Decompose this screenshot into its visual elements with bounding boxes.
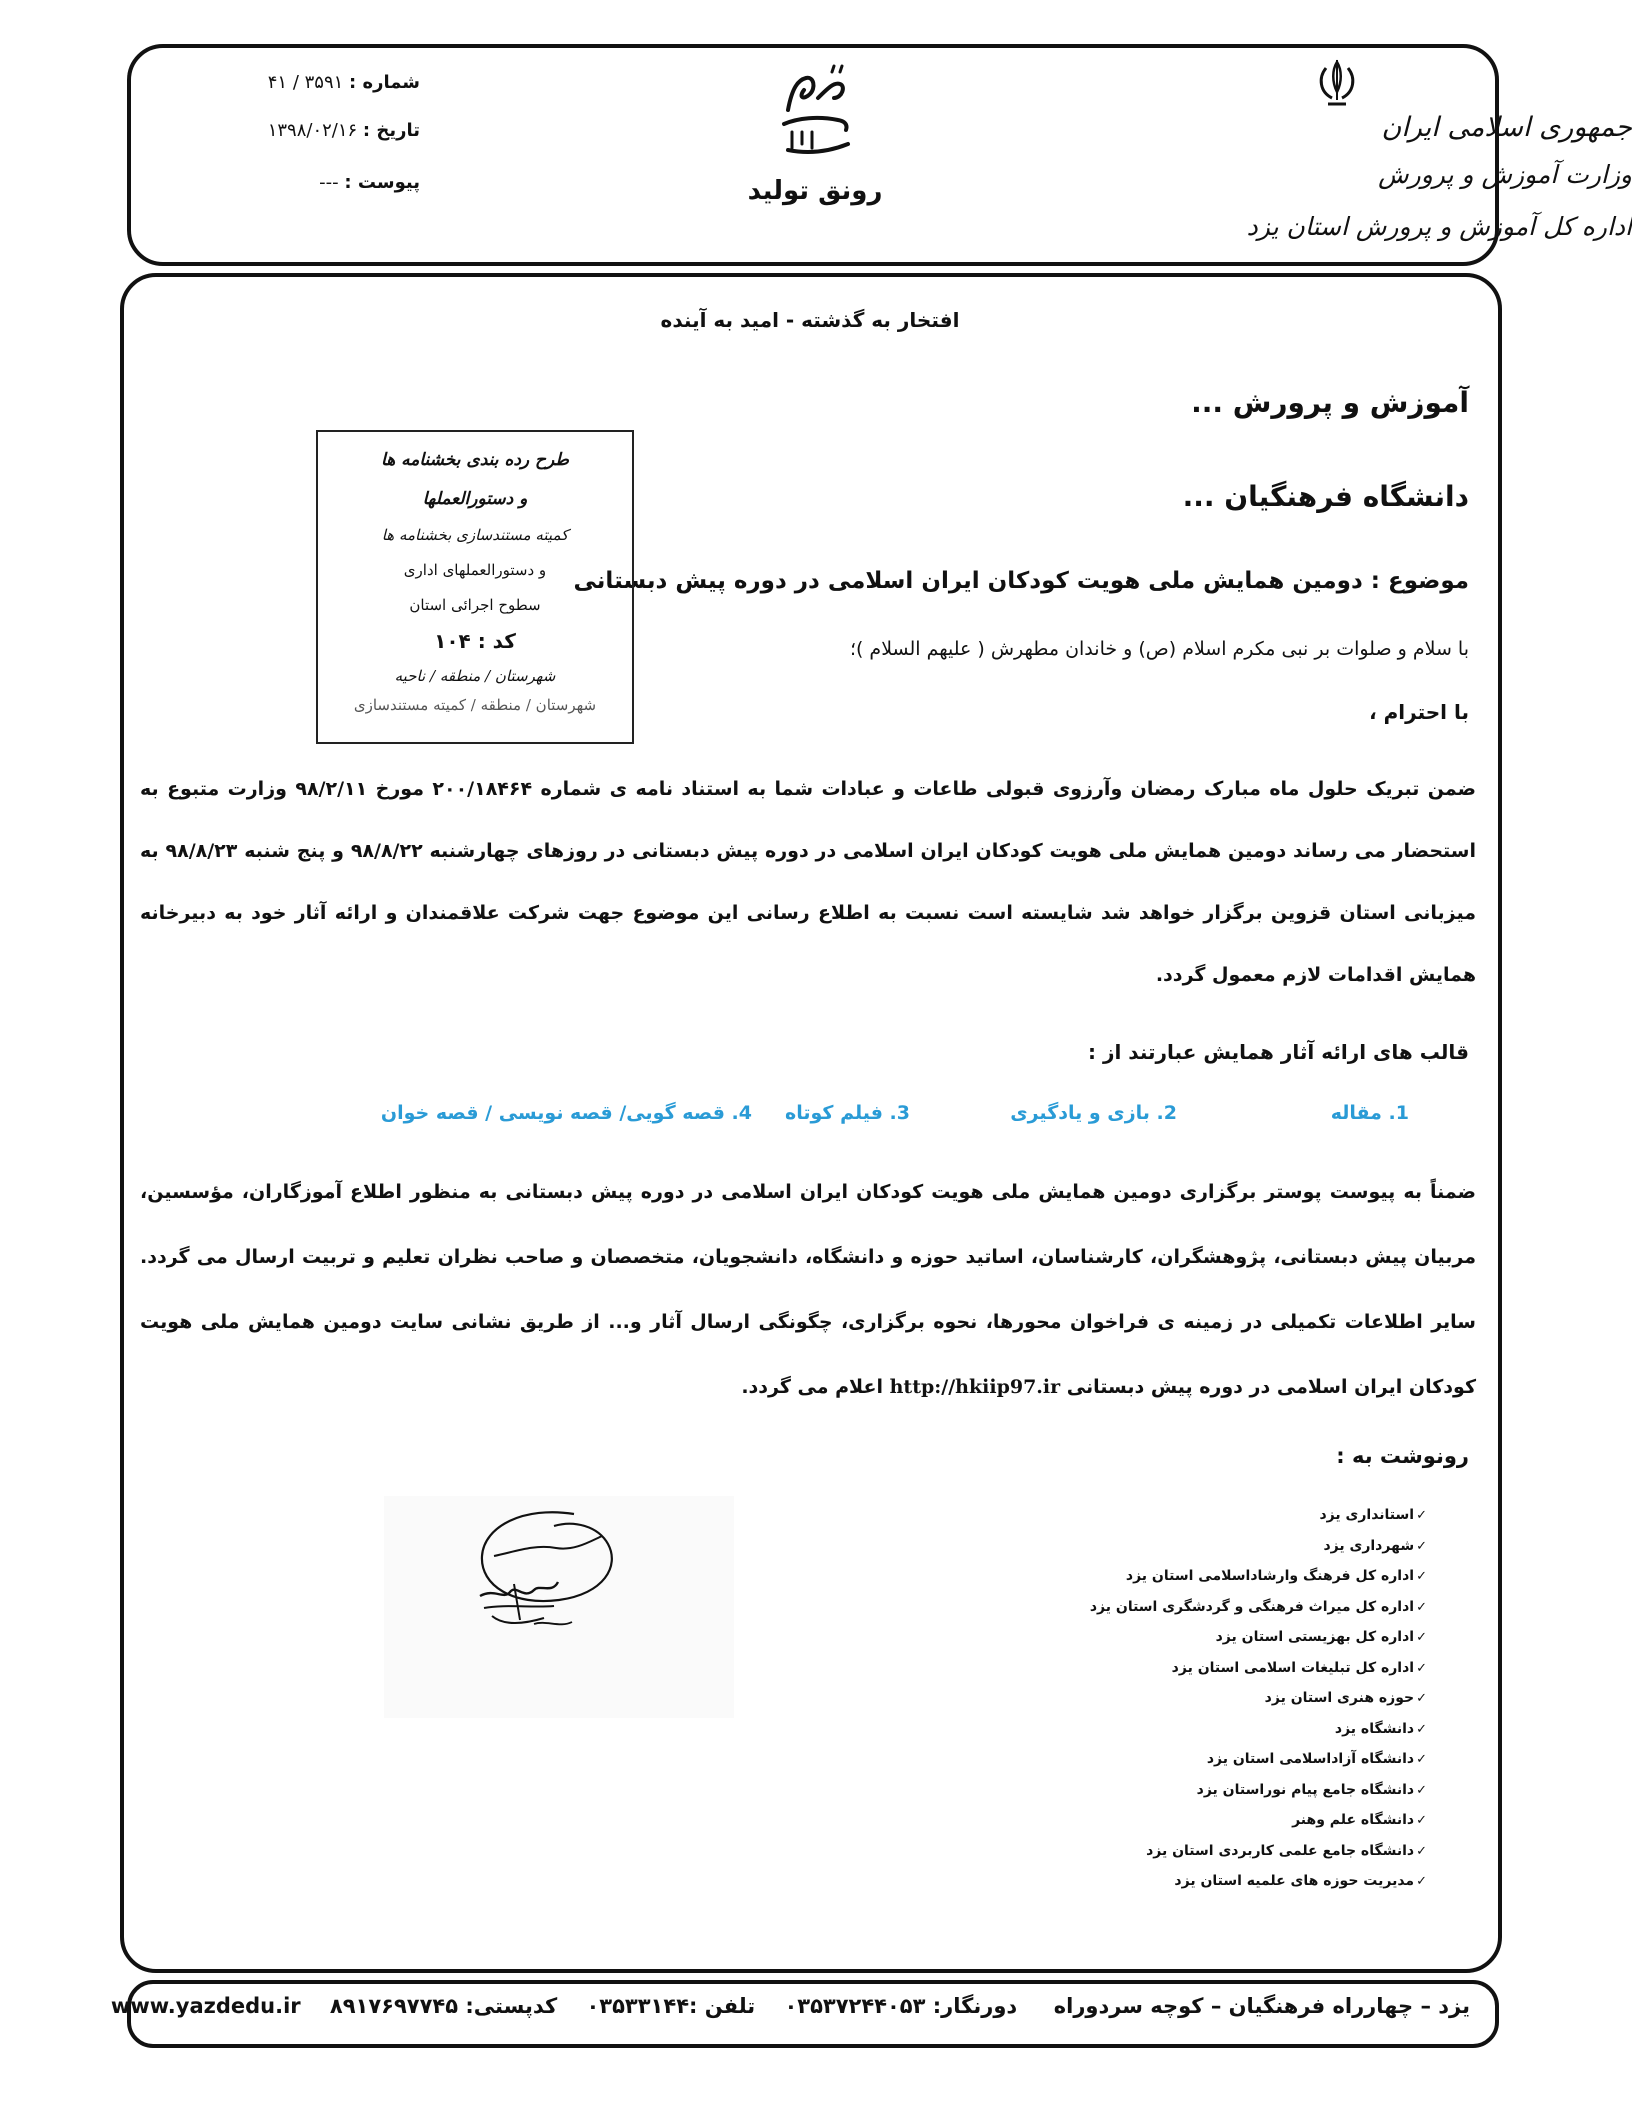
recipient-university: دانشگاه فرهنگیان ...	[1182, 480, 1469, 513]
cc-item	[1090, 1500, 1427, 1531]
footer-website-link[interactable]: www.yazdedu.ir	[110, 1994, 301, 2018]
footer-phone-label: تلفن :	[689, 1994, 756, 2018]
regards: با احترام ،	[1369, 700, 1469, 724]
cc-item-label: دانشگاه جامع پیام نوراستان یزد	[1196, 1781, 1415, 1798]
cc-item	[1090, 1683, 1427, 1714]
check-icon: ✓	[1416, 1538, 1427, 1554]
conference-website-link[interactable]: http://hkiip97.ir	[889, 1376, 1061, 1398]
format-item-short-film: 3. فیلم کوتاه	[785, 1102, 910, 1124]
stamp-code: کد : ۱۰۴	[434, 629, 516, 653]
cc-title: رونوشت به :	[1336, 1444, 1469, 1468]
cc-item-label: استانداری یزد	[1319, 1507, 1415, 1523]
cc-item-label: دانشگاه جامع علمی کاربردی استان یزد	[1146, 1842, 1415, 1859]
formats-title: قالب های ارائه آثار همایش عبارتند از :	[1088, 1040, 1469, 1064]
letter-attachment-value: ---	[319, 172, 339, 193]
director-signature	[384, 1496, 734, 1718]
footer-fax: ۰۳۵۳۷۲۴۴۰۵۳	[784, 1994, 926, 2018]
letter-number-label: شماره :	[349, 72, 420, 93]
check-icon: ✓	[1416, 1508, 1427, 1523]
check-icon: ✓	[1416, 1782, 1427, 1798]
classification-stamp	[316, 430, 634, 744]
footer-fax-label: دورنگار:	[932, 1994, 1018, 2018]
cc-item-label: اداره کل بهزیستی استان یزد	[1215, 1629, 1415, 1645]
letter-date	[268, 120, 420, 141]
cc-item	[1090, 1561, 1427, 1592]
greeting: با سلام و صلوات بر نبی مکرم اسلام (ص) و خاندان مطهرش ( علیهم السلام )؛	[849, 638, 1469, 660]
cc-item	[1090, 1653, 1427, 1684]
iran-emblem-icon	[1312, 58, 1362, 110]
recipient-education: آموزش و پرورش ...	[1191, 386, 1469, 419]
format-item-article: 1. مقاله	[1330, 1102, 1409, 1124]
cc-item	[1090, 1592, 1427, 1623]
stamp-line-8: شهرستان / منطقه / کمیته مستندسازی	[353, 696, 597, 714]
check-icon: ✓	[1416, 1721, 1427, 1737]
ministry-line-2: وزارت آموزش و پرورش	[1378, 160, 1632, 189]
cc-item-label: اداره کل تبلیغات اسلامی استان یزد	[1171, 1659, 1415, 1676]
letter-attachment-label: پیوست :	[344, 172, 420, 193]
cc-item	[1090, 1805, 1427, 1836]
ministry-line-3: اداره کل آموزش و پرورش استان یزد	[1246, 212, 1632, 241]
format-item-storytelling: 4. قصه گویی/ قصه نویسی / قصه خوان	[380, 1102, 752, 1124]
letter-number	[268, 72, 420, 93]
cc-item-label: مدیریت حوزه های علمیه استان یزد	[1174, 1873, 1415, 1889]
cc-item	[1090, 1775, 1427, 1806]
cc-item	[1090, 1744, 1427, 1775]
cc-item-label: اداره کل میراث فرهنگی و گردشگری استان یزد	[1089, 1598, 1415, 1615]
production-motto: رونق تولید	[747, 176, 883, 206]
footer-postal-label: کدپستی:	[465, 1994, 558, 2018]
letter-number-value: ۳۵۹۱ / ۴۱	[267, 72, 344, 93]
cc-item	[1090, 1836, 1427, 1867]
check-icon: ✓	[1416, 1813, 1427, 1828]
check-icon: ✓	[1416, 1660, 1427, 1676]
check-icon: ✓	[1416, 1599, 1427, 1615]
cc-item-label: حوزه هنری استان یزد	[1264, 1690, 1415, 1706]
letter-subject: موضوع : دومین همایش ملی هویت کودکان ایران اسلامی در دوره پیش دبستانی	[573, 568, 1469, 594]
stamp-line-3: کمیته مستندسازی بخشنامه ها	[381, 526, 569, 544]
check-icon: ✓	[1416, 1630, 1427, 1645]
check-icon: ✓	[1416, 1843, 1427, 1859]
stamp-title-2: و دستورالعملها	[422, 489, 528, 509]
footer-postal: ۸۹۱۷۶۹۷۷۴۵	[329, 1994, 459, 2018]
stamp-line-5: سطوح اجرائی استان	[409, 596, 541, 614]
cc-item	[1090, 1866, 1427, 1897]
cc-item-label: شهرداری یزد	[1323, 1537, 1415, 1554]
stamp-line-4: و دستورالعملهای اداری	[403, 561, 547, 579]
check-icon: ✓	[1416, 1691, 1427, 1706]
slogan: افتخار به گذشته - امید به آینده	[660, 308, 960, 332]
cc-item-label: دانشگاه یزد	[1334, 1720, 1415, 1737]
check-icon: ✓	[1416, 1752, 1427, 1767]
cc-item	[1090, 1622, 1427, 1653]
letter-date-label: تاریخ :	[362, 120, 420, 141]
letter-attachment	[319, 172, 420, 193]
cc-item	[1090, 1531, 1427, 1562]
paragraph-2-text: ضمناً به پیوست پوستر برگزاری دومین همایش ملی هویت کودکان ایران اسلامی در دوره پیش دبستانی به منظور اطلاع آموزگاران، مؤسسین، مربیان پیش دبستانی، پژوهشگران، کارشناسان، اساتید حوزه و دانشگاه، دانشجویان، متخصصان و صاحب نظران تعلیم و تربیت ارسال می گردد. سایر اطلاعات تکمیلی در زمینه ی فراخوان محورها، نحوه برگزاری، چگونگی ارسال آثار و... از طریق نشانی سایت دومین همایش ملی هویت کودکان ایران اسلامی در دوره پیش دبستانی	[140, 1181, 1476, 1398]
cc-item-label: دانشگاه علم وهنر	[1292, 1812, 1415, 1828]
footer-phone: ۰۳۵۳۳۱۴۴	[586, 1994, 690, 2018]
cc-item	[1090, 1714, 1427, 1745]
body-paragraph-2	[140, 1160, 1476, 1420]
stamp-title-1: طرح رده بندی بخشنامه ها	[381, 450, 569, 470]
letter-date-value: ۱۳۹۸/۰۲/۱۶	[267, 120, 358, 141]
check-icon: ✓	[1416, 1569, 1427, 1584]
paragraph-2-ending: اعلام می گردد.	[741, 1376, 883, 1398]
footer-address: یزد – چهارراه فرهنگیان – کوچه سردوراه	[1053, 1994, 1470, 2018]
format-item-game: 2. بازی و یادگیری	[1010, 1102, 1177, 1124]
check-icon: ✓	[1416, 1874, 1427, 1889]
cc-item-label: دانشگاه آزاداسلامی استان یزد	[1206, 1751, 1415, 1767]
ministry-line-1: جمهوری اسلامی ایران	[1381, 112, 1632, 143]
cc-item-label: اداره کل فرهنگ وارشاداسلامی استان یزد	[1125, 1568, 1415, 1584]
stamp-line-7: شهرستان / منطقه / ناحیه	[394, 667, 556, 685]
cc-list	[1090, 1500, 1427, 1897]
footer-contact	[110, 1994, 1470, 2018]
body-paragraph-1: ضمن تبریک حلول ماه مبارک رمضان وآرزوی قبولی طاعات و عبادات شما به استناد نامه ی شماره ۲۰۰/۱۸۴۶۴ مورخ ۹۸/۲/۱۱ وزارت متبوع به استحضار می رساند دومین همایش ملی هویت کودکان ایران اسلامی در دوره پیش دبستانی در روزهای چهارشنبه ۹۸/۸/۲۲ و پنج شنبه ۹۸/۸/۲۳ به میزبانی استان قزوین برگزار خواهد شد شایسته است نسبت به اطلاع رسانی این موضوع جهت شرکت علاقمندان و ارائه آثار خود به دبیرخانه همایش اقدامات لازم معمول گردد.	[140, 778, 1477, 986]
basmala-calligraphy-logo	[768, 58, 864, 158]
